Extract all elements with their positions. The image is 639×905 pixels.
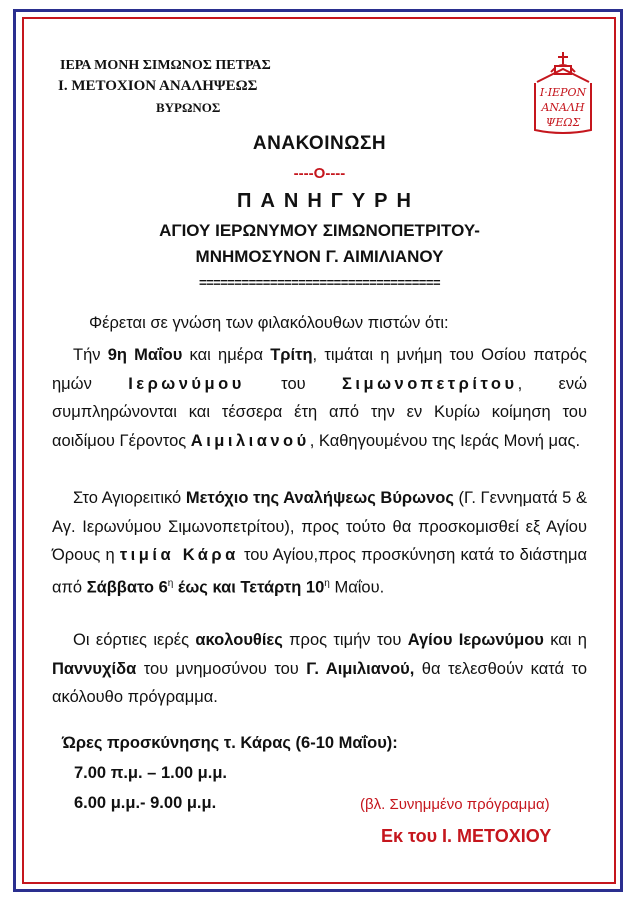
- church-logo-icon: [529, 50, 597, 134]
- signature: Εκ του Ι. ΜΕΤΟΧΙΟΥ: [381, 826, 552, 846]
- paragraph-1: Τήν 9η Μαΐου και ημέρα Τρίτη, τιμάται η μνήμη του Οσίου πατρός ημών Ιερωνύμου του Σιμωνοπετρίτου, ενώ συμπληρώνονται και τέσσερα έτη από την εν Κυρίω κοίμηση του αοιδίμου Γέροντος Αιμιλιανού, Καθηγουμένου της Ιεράς Μονή μας.: [52, 346, 587, 450]
- veneration-schedule: [62, 728, 398, 818]
- equals-divider: ==================================: [198, 275, 441, 290]
- schedule-heading: Ώρες προσκύνησης τ. Κάρας (6-10 Μαΐου):: [62, 734, 398, 752]
- header-line-1: ΙΕΡΑ ΜΟΝΗ ΣΙΜΩΝΟΣ ΠΕΤΡΑΣ: [60, 58, 271, 73]
- paragraph-3: Οι εόρτιες ιερές ακολουθίες προς τιμήν του Αγίου Ιερωνύμου και η Παννυχίδα του μνημοσύνου του Γ. Αιμιλιανού, θα τελεσθούν κατά το ακόλουθο πρόγραμμα.: [52, 631, 588, 706]
- subtitle-line-2: ΜΝΗΜΟΣΥΝΟΝ Γ. ΑΙΜΙΛΙΑΝΟΥ: [195, 247, 444, 266]
- logo-text-1: Ι·ΙΕΡΟΝ: [539, 86, 587, 99]
- logo-text-2: ΑΝΑΛΗ: [541, 101, 585, 114]
- schedule-time-evening: 6.00 μ.μ.- 9.00 μ.μ.: [74, 794, 217, 812]
- intro-line: Φέρεται σε γνώση των φιλακόλουθων πιστών ότι:: [89, 314, 449, 332]
- announcement-title: ΑΝΑΚΟΙΝΩΣΗ: [252, 133, 387, 154]
- header-line-2: Ι. ΜΕΤΟΧΙΟΝ ΑΝΑΛΗΨΕΩΣ: [58, 78, 258, 94]
- schedule-time-morning: 7.00 π.μ. – 1.00 μ.μ.: [74, 764, 227, 782]
- logo-text-3: ΨΕΩΣ: [545, 116, 581, 129]
- attached-program-note: (βλ. Συνημμένο πρόγραμμα): [360, 796, 550, 813]
- monastery-header: [48, 55, 338, 118]
- feast-title: ΠΑΝΗΓΥΡΗ: [237, 190, 420, 212]
- paragraph-2: Στο Αγιορειτικό Μετόχιο της Αναλήψεως Βύρωνος (Γ. Γεννηματά 5 & Αγ. Ιερωνύμου Σιμωνοπετρίτου), προς τούτο θα προσκομισθεί εξ Αγίου Όρους η τιμία Κάρα του Αγίου,προς προσκύνηση κατά το διάστημα από Σάββατο $6^\eta$ έως και Τετάρτη $10^\eta$ Μαΐου.: [52, 489, 587, 596]
- title-separator: ----Ο----: [293, 165, 346, 182]
- header-line-3: ΒΥΡΩΝΟΣ: [156, 100, 221, 115]
- subtitle-line-1: ΑΓΙΟΥ ΙΕΡΩΝΥΜΟΥ ΣΙΜΩΝΟΠΕΤΡΙΤΟΥ-: [159, 221, 480, 240]
